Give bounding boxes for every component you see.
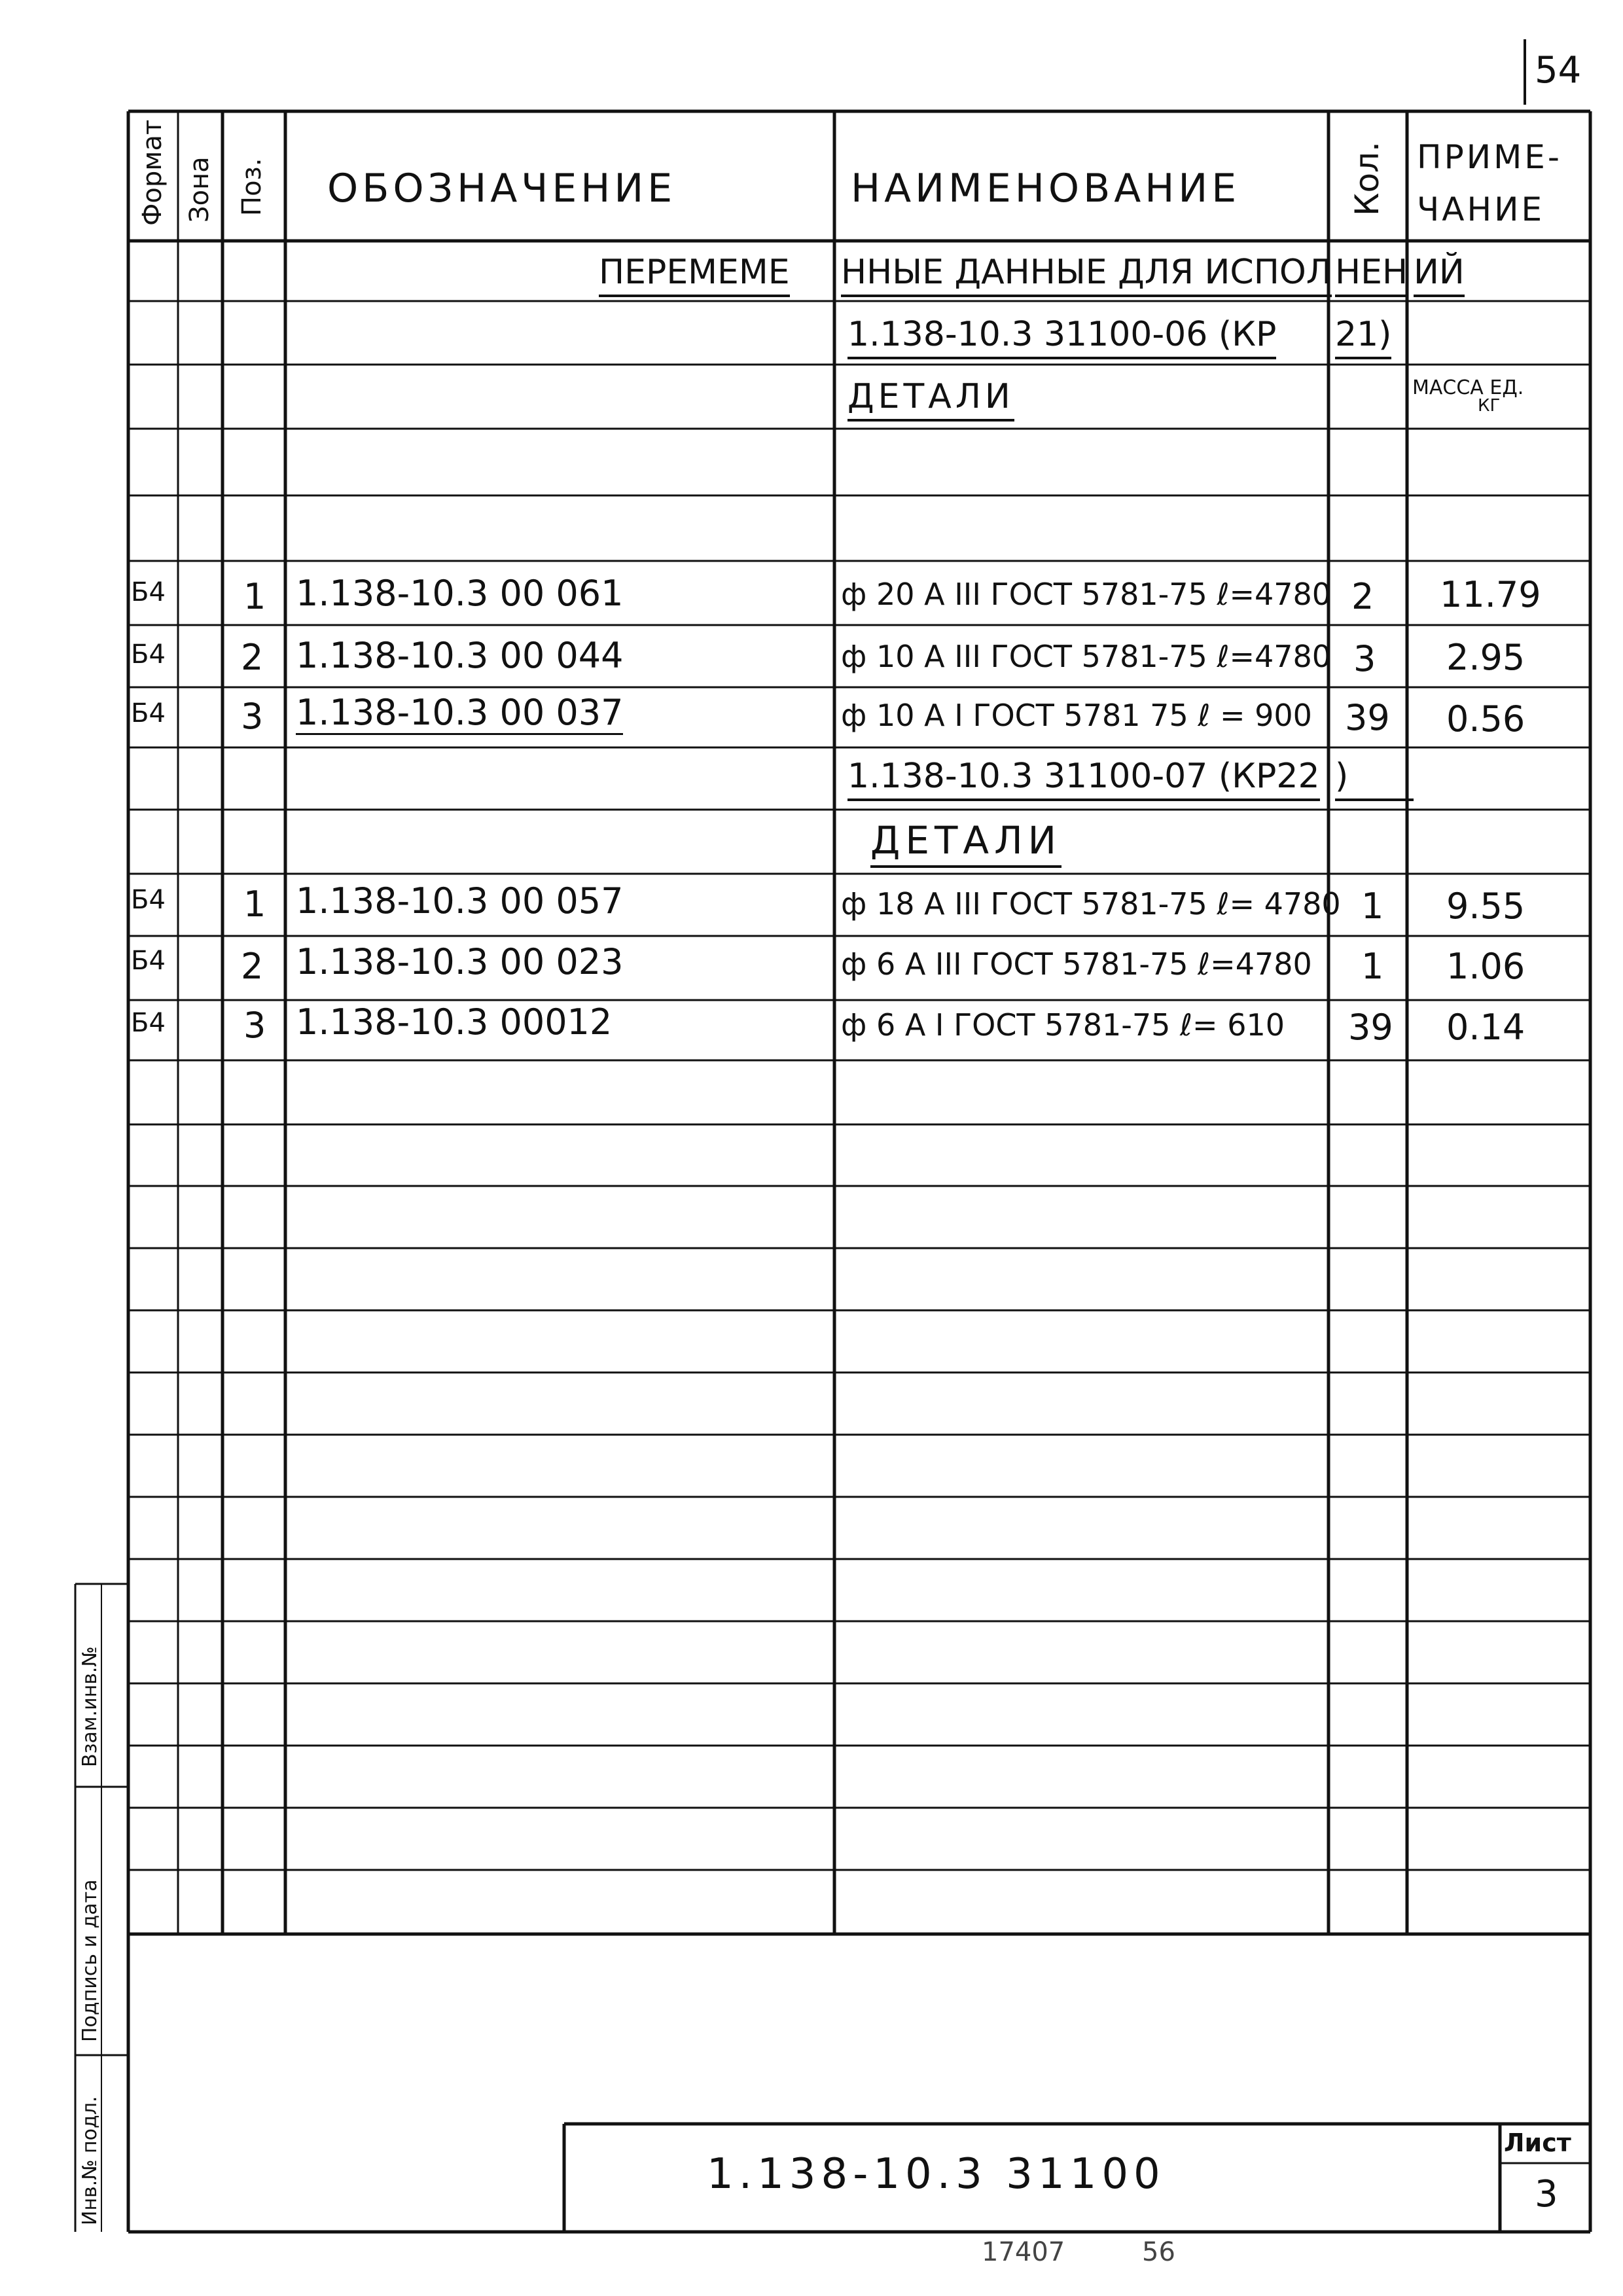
row-pos: 2 bbox=[241, 637, 264, 678]
row-qty: 1 bbox=[1361, 946, 1384, 987]
row-format: Б4 bbox=[131, 1008, 166, 1038]
header-designation: ОБОЗНАЧЕНИЕ bbox=[327, 166, 677, 211]
archive-sheet: 56 bbox=[1142, 2237, 1175, 2267]
row-designation: 1.138-10.3 00 023 bbox=[296, 941, 624, 982]
header-qty: Кол. bbox=[1348, 141, 1386, 216]
row-format: Б4 bbox=[131, 639, 166, 670]
row-name: ф 10 А III ГОСТ 5781-75 ℓ=4780 bbox=[841, 639, 1332, 674]
section-variable-data-qty-text: НЕН bbox=[1335, 253, 1408, 297]
details-heading-1 bbox=[847, 377, 1014, 416]
stamp-inv-orig: Инв.№ подл. bbox=[79, 2096, 101, 2225]
row-pos: 2 bbox=[241, 946, 264, 987]
section-variable-data-mid bbox=[841, 253, 1332, 292]
header-zone: Зона bbox=[185, 156, 215, 223]
variant1-suffix bbox=[1335, 315, 1392, 354]
archive-number: 17407 bbox=[982, 2237, 1065, 2267]
row-format: Б4 bbox=[131, 946, 166, 976]
header-format: Формат bbox=[137, 119, 168, 226]
row-note: 0.14 bbox=[1446, 1007, 1525, 1048]
row-name: ф 20 А III ГОСТ 5781-75 ℓ=4780 bbox=[841, 577, 1332, 612]
header-pos: Поз. bbox=[237, 158, 267, 216]
row-pos: 1 bbox=[243, 576, 266, 617]
variant2-code-text: 1.138-10.3 31100-07 (КР22 bbox=[847, 757, 1320, 801]
section-variable-data-left-text: ПЕРЕМЕМЕ bbox=[599, 253, 790, 297]
row-qty: 39 bbox=[1348, 1007, 1393, 1048]
stamp-sign-date: Подпись и дата bbox=[79, 1879, 101, 2042]
row-note: 0.56 bbox=[1446, 698, 1525, 740]
page-number: 54 bbox=[1535, 49, 1582, 92]
row-name: ф 6 А I ГОСТ 5781-75 ℓ= 610 bbox=[841, 1007, 1285, 1043]
row-note: 9.55 bbox=[1446, 886, 1525, 927]
row-format: Б4 bbox=[131, 698, 166, 728]
details-heading-2 bbox=[870, 818, 1062, 863]
variant2-code bbox=[847, 757, 1320, 796]
sheet-label: Лист bbox=[1504, 2128, 1571, 2157]
row-pos: 3 bbox=[243, 1005, 266, 1046]
details-heading-2-text: ДЕТАЛИ bbox=[870, 818, 1061, 868]
row-designation: 1.138-10.3 00 044 bbox=[296, 635, 624, 676]
row-qty: 39 bbox=[1345, 697, 1390, 738]
row-pos: 3 bbox=[241, 696, 264, 737]
mass-label-1: МАССА ЕД. bbox=[1412, 376, 1524, 399]
row-note: 2.95 bbox=[1446, 637, 1525, 678]
row-pos: 1 bbox=[243, 884, 266, 925]
variant1-code bbox=[847, 315, 1277, 354]
section-variable-data-qty bbox=[1335, 253, 1408, 292]
header-note-line1: ПРИМЕ- bbox=[1417, 138, 1562, 176]
details-heading-1-text: ДЕТАЛИ bbox=[847, 377, 1014, 422]
row-name: ф 18 А III ГОСТ 5781-75 ℓ= 4780 bbox=[841, 886, 1341, 922]
section-variable-data-mid-text: ННЫЕ ДАННЫЕ ДЛЯ ИСПОЛ bbox=[841, 253, 1332, 297]
row-format: Б4 bbox=[131, 885, 166, 915]
row-name: ф 6 А III ГОСТ 5781-75 ℓ=4780 bbox=[841, 946, 1312, 982]
row-note: 1.06 bbox=[1446, 946, 1525, 987]
variant1-code-text: 1.138-10.3 31100-06 (КР bbox=[847, 315, 1276, 359]
document-code: 1.138-10.3 31100 bbox=[707, 2150, 1166, 2198]
header-note-line2: ЧАНИЕ bbox=[1417, 190, 1545, 228]
stamp-replaces-inv: Взам.инв.№ bbox=[79, 1646, 101, 1767]
variant1-suffix-text: 21) bbox=[1335, 315, 1391, 359]
variant2-suffix-text: ) bbox=[1335, 757, 1414, 801]
section-variable-data-left bbox=[599, 253, 790, 292]
row-note: 11.79 bbox=[1440, 574, 1541, 615]
mass-label-2: КГ bbox=[1478, 396, 1501, 416]
sheet-number: 3 bbox=[1535, 2173, 1558, 2215]
section-variable-data-note bbox=[1414, 253, 1465, 292]
row-qty: 3 bbox=[1353, 638, 1376, 679]
variant2-suffix bbox=[1335, 757, 1414, 796]
row-format: Б4 bbox=[131, 577, 166, 607]
header-name: НАИМЕНОВАНИЕ bbox=[851, 166, 1241, 211]
row-designation: 1.138-10.3 00 037 bbox=[296, 695, 623, 735]
row-name: ф 10 А I ГОСТ 5781 75 ℓ = 900 bbox=[841, 698, 1312, 733]
row-qty: 2 bbox=[1351, 576, 1374, 617]
row-designation: 1.138-10.3 00 061 bbox=[296, 573, 624, 614]
row-qty: 1 bbox=[1361, 886, 1384, 927]
row-designation: 1.138-10.3 00012 bbox=[296, 1001, 613, 1043]
row-designation: 1.138-10.3 00 057 bbox=[296, 880, 624, 922]
section-variable-data-note-text: ИЙ bbox=[1414, 253, 1465, 297]
